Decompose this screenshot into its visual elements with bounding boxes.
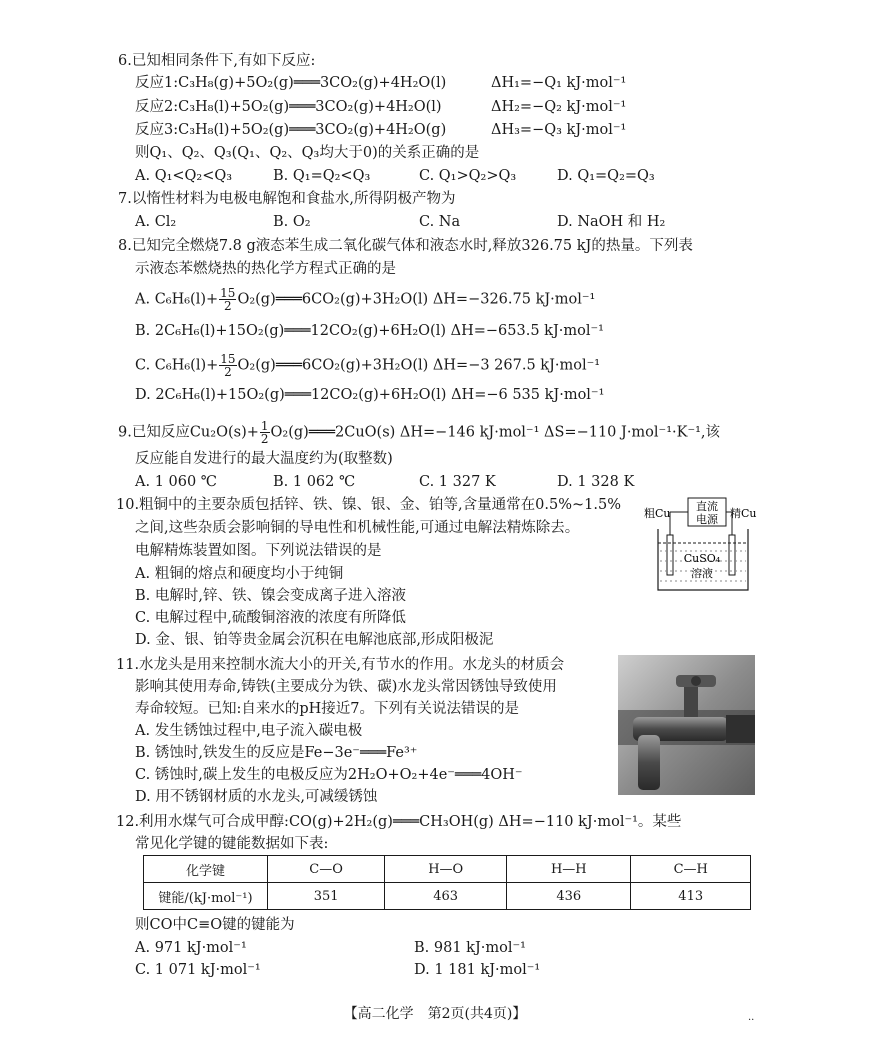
q9-stem-pre: 9.已知反应Cu₂O(s)+ — [118, 424, 259, 441]
q8-c-post: O₂(g)═══6CO₂(g)+3H₂O(l) ΔH=−3 267.5 kJ·mol⁻¹ — [237, 357, 601, 374]
table-row — [144, 883, 751, 910]
q9-option-d: D. 1 328 K — [557, 474, 635, 490]
q9-option-a: A. 1 060 ℃ — [135, 474, 218, 490]
q9-option-b: B. 1 062 ℃ — [273, 474, 356, 490]
q11-option-a: A. 发生锈蚀过程中,电子流入碳电极 — [135, 723, 363, 739]
q8-stem-line1: 8.已知完全燃烧7.8 g液态苯生成二氧化碳气体和液态水时,释放326.75 kJ的热量。下列表 — [118, 238, 693, 254]
q6-reaction-1 — [135, 73, 627, 93]
q12-line2: 常见化学键的键能数据如下表: — [135, 836, 329, 852]
q8-option-b: B. 2C₆H₆(l)+15O₂(g)═══12CO₂(g)+6H₂O(l) ΔH=−653.5 kJ·mol⁻¹ — [135, 323, 604, 339]
table-cell: 463 — [385, 883, 507, 910]
q8-a-post: O₂(g)═══6CO₂(g)+3H₂O(l) ΔH=−326.75 kJ·mol⁻¹ — [237, 291, 596, 308]
q8-c-den: 2 — [224, 365, 232, 379]
q8-option-a — [135, 287, 595, 312]
q11-option-d: D. 用不锈钢材质的水龙头,可减缓锈蚀 — [135, 789, 378, 805]
q11-line3: 寿命较短。已知:自来水的pH接近7。下列有关说法错误的是 — [135, 701, 520, 717]
table-cell: 436 — [507, 883, 631, 910]
q7-option-d: D. NaOH 和 H₂ — [557, 214, 666, 230]
table-cell: 413 — [631, 883, 751, 910]
q6-stem: 6.已知相同条件下,有如下反应: — [118, 53, 316, 69]
q8-a-pre: A. C₆H₆(l)+ — [135, 291, 219, 308]
q6-option-d: D. Q₁=Q₂=Q₃ — [557, 168, 655, 184]
page-footer: 【高二化学 第2页(共4页)】 — [343, 1006, 527, 1022]
fig-solution-label-2: 溶液 — [691, 567, 713, 580]
q9-fraction — [260, 420, 270, 445]
q8-c-num: 15 — [220, 352, 236, 366]
q6-r2-eq: C₃H₈(l)+5O₂(g)═══3CO₂(g)+4H₂O(l) — [178, 99, 442, 115]
fig-crude-cu-label: 粗Cu — [644, 507, 671, 520]
electrolysis-cell-diagram — [640, 495, 760, 597]
q6-r3-name: 反应3: — [135, 122, 179, 138]
fig-power-label-2: 电源 — [696, 513, 718, 526]
table-header-cell: C—H — [631, 856, 751, 883]
q6-option-c: C. Q₁>Q₂>Q₃ — [419, 168, 517, 184]
q12-option-d: D. 1 181 kJ·mol⁻¹ — [414, 962, 541, 978]
q9-den: 2 — [260, 432, 269, 446]
faucet-photo — [618, 655, 755, 795]
q6-r2-name: 反应2: — [135, 99, 179, 115]
q9-stem-post: O₂(g)═══2CuO(s) ΔH=−146 kJ·mol⁻¹ ΔS=−110 J·mol⁻¹·K⁻¹,该 — [270, 424, 721, 441]
q7-option-a: A. Cl₂ — [135, 214, 177, 230]
table-header-cell: C—O — [268, 856, 385, 883]
q7-stem: 7.以惰性材料为电极电解饱和食盐水,所得阴极产物为 — [118, 191, 456, 207]
q8-option-d: D. 2C₆H₆(l)+15O₂(g)═══12CO₂(g)+6H₂O(l) ΔH=−6 535 kJ·mol⁻¹ — [135, 387, 605, 403]
q6-r3-eq: C₃H₈(l)+5O₂(g)═══3CO₂(g)+4H₂O(g) — [178, 122, 447, 138]
q8-a-num: 15 — [220, 286, 236, 300]
q6-option-a: A. Q₁<Q₂<Q₃ — [135, 168, 233, 184]
q8-c-fraction — [219, 353, 236, 378]
q6-option-b: B. Q₁=Q₂<Q₃ — [273, 168, 371, 184]
q11-line2: 影响其使用寿命,铸铁(主要成分为铁、碳)水龙头常因锈蚀导致使用 — [135, 679, 557, 695]
q10-option-a: A. 粗铜的熔点和硬度均小于纯铜 — [135, 566, 344, 582]
q10-option-d: D. 金、银、铂等贵金属会沉积在电解池底部,形成阳极泥 — [135, 632, 494, 648]
fig-solution-label-1: CuSO₄ — [683, 552, 721, 565]
table-header-cell: H—H — [507, 856, 631, 883]
q11-option-c: C. 锈蚀时,碳上发生的电极反应为2H₂O+O₂+4e⁻═══4OH⁻ — [135, 767, 523, 783]
table-cell: 键能/(kJ·mol⁻¹) — [144, 883, 268, 910]
q12-option-b: B. 981 kJ·mol⁻¹ — [414, 940, 526, 956]
bond-energy-table — [143, 855, 751, 910]
q9-stem — [118, 420, 720, 445]
table-cell: 351 — [268, 883, 385, 910]
q12-option-c: C. 1 071 kJ·mol⁻¹ — [135, 962, 261, 978]
corner-mark: .. — [748, 1012, 755, 1023]
q9-num: 1 — [260, 419, 269, 433]
q8-c-pre: C. C₆H₆(l)+ — [135, 357, 219, 374]
q7-option-b: B. O₂ — [273, 214, 311, 230]
q8-stem-line2: 示液态苯燃烧热的热化学方程式正确的是 — [135, 261, 396, 277]
table-header-cell: H—O — [385, 856, 507, 883]
q9-option-c: C. 1 327 K — [419, 474, 496, 490]
q10-line3: 电解精炼装置如图。下列说法错误的是 — [135, 543, 382, 559]
q10-option-c: C. 电解过程中,硫酸铜溶液的浓度有所降低 — [135, 610, 406, 626]
q10-line2: 之间,这些杂质会影响铜的导电性和机械性能,可通过电解法精炼除去。 — [135, 520, 580, 536]
q10-option-b: B. 电解时,锌、铁、镍会变成离子进入溶液 — [135, 588, 406, 604]
q6-r2-dh: ΔH₂=−Q₂ kJ·mol⁻¹ — [491, 99, 627, 115]
q6-r1-eq: C₃H₈(g)+5O₂(g)═══3CO₂(g)+4H₂O(l) — [178, 75, 447, 91]
q12-ask: 则CO中C≡O键的键能为 — [135, 917, 295, 933]
table-header-row — [144, 856, 751, 883]
q10-line1: 10.粗铜中的主要杂质包括锌、铁、镍、银、金、铂等,含量通常在0.5%~1.5% — [116, 497, 621, 513]
q6-reaction-3 — [135, 120, 627, 140]
q6-reaction-2 — [135, 97, 627, 117]
q11-option-b: B. 锈蚀时,铁发生的反应是Fe−3e⁻═══Fe³⁺ — [135, 745, 418, 761]
q6-r1-name: 反应1: — [135, 75, 179, 91]
fig-power-label-1: 直流 — [696, 500, 718, 513]
q7-option-c: C. Na — [419, 214, 461, 230]
fig-pure-cu-label: 精Cu — [730, 507, 757, 520]
q6-r1-dh: ΔH₁=−Q₁ kJ·mol⁻¹ — [491, 75, 627, 91]
table-header-cell: 化学键 — [144, 856, 268, 883]
q8-a-fraction — [219, 287, 236, 312]
q11-line1: 11.水龙头是用来控制水流大小的开关,有节水的作用。水龙头的材质会 — [116, 657, 565, 673]
q6-r3-dh: ΔH₃=−Q₃ kJ·mol⁻¹ — [491, 122, 627, 138]
q12-option-a: A. 971 kJ·mol⁻¹ — [135, 940, 247, 956]
q8-option-c — [135, 353, 600, 378]
q12-line1: 12.利用水煤气可合成甲醇:CO(g)+2H₂(g)═══CH₃OH(g) ΔH=−110 kJ·mol⁻¹。某些 — [116, 814, 682, 830]
q8-a-den: 2 — [223, 299, 232, 313]
q9-stem-line2: 反应能自发进行的最大温度约为(取整数) — [135, 451, 393, 467]
q6-ask: 则Q₁、Q₂、Q₃(Q₁、Q₂、Q₃均大于0)的关系正确的是 — [135, 145, 480, 161]
